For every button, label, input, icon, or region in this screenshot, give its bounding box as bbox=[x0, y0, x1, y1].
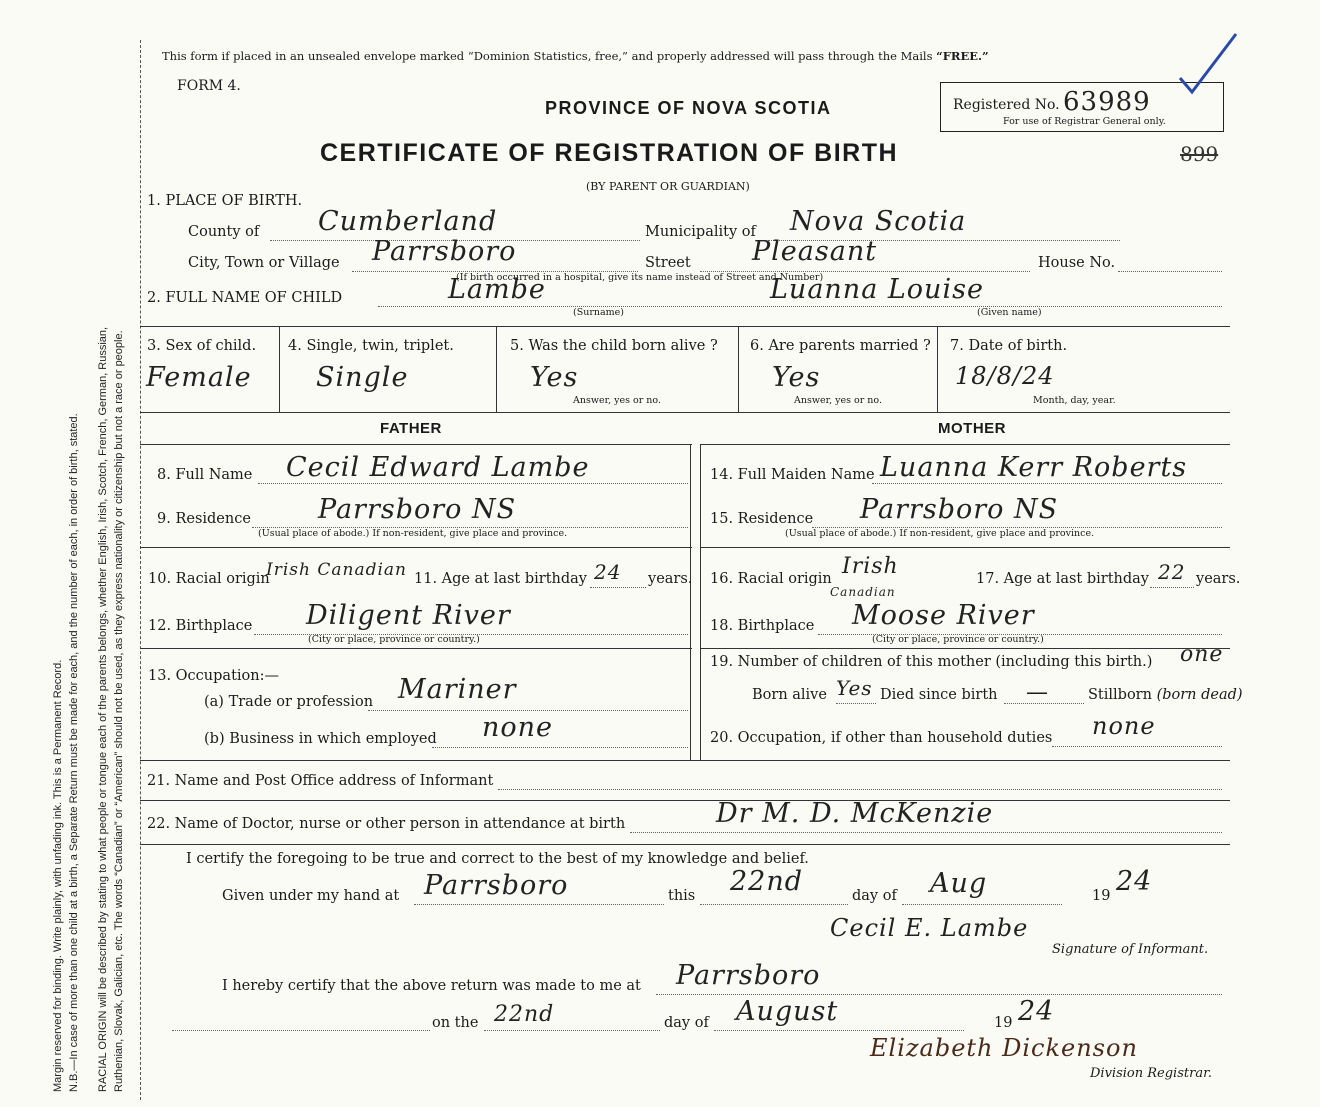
stillborn-label: Stillborn (born dead) bbox=[1088, 687, 1243, 703]
doctor-label: 22. Name of Doctor, nurse or other person in attendance at birth bbox=[147, 816, 626, 832]
registrar-place: Parrsboro bbox=[676, 960, 821, 991]
plurality-value: Single bbox=[316, 362, 409, 393]
hospital-note: (If birth occurred in a hospital, give its name instead of Street and Number) bbox=[456, 272, 824, 283]
dob-label: 7. Date of birth. bbox=[950, 338, 1068, 354]
registrar-day-of-label: day of bbox=[664, 1015, 709, 1031]
mail-notice: This form if placed in an unsealed envelope marked “Dominion Statistics, free,” and properly addressed will pass through the Mails “FREE.” bbox=[162, 49, 989, 63]
sidebar-line-4: Ruthenian, Slovak, Galician, etc. The words “Canadian” or “American” should not be used, as they express nationality or citizenship but not a race or people. bbox=[113, 330, 125, 1092]
mother-age-label: 17. Age at last birthday bbox=[976, 571, 1149, 587]
mother-age-value: 22 bbox=[1158, 560, 1186, 584]
on-the-label: on the bbox=[432, 1015, 479, 1031]
given-name-caption: (Given name) bbox=[977, 307, 1042, 318]
business-value: none bbox=[482, 712, 554, 743]
dob-caption: Month, day, year. bbox=[1033, 395, 1116, 406]
registrar-month: August bbox=[736, 996, 839, 1027]
province-heading: PROVINCE OF NOVA SCOTIA bbox=[545, 98, 832, 118]
children-count-label: 19. Number of children of this mother (including this birth.) bbox=[710, 654, 1153, 670]
mother-name-value: Luanna Kerr Roberts bbox=[880, 452, 1188, 483]
child-name-label: 2. FULL NAME OF CHILD bbox=[147, 290, 343, 306]
mother-heading: MOTHER bbox=[938, 420, 1006, 437]
father-racial-value: Irish Canadian bbox=[266, 560, 407, 580]
father-occupation-label: 13. Occupation:— bbox=[148, 668, 279, 684]
father-age-label: 11. Age at last birthday bbox=[414, 571, 587, 587]
municipality-label: Municipality of bbox=[645, 224, 756, 240]
mother-residence-label: 15. Residence bbox=[710, 511, 814, 527]
father-birthplace-caption: (City or place, province or country.) bbox=[308, 634, 480, 645]
city-label: City, Town or Village bbox=[188, 255, 340, 271]
parents-married-value: Yes bbox=[772, 362, 821, 393]
father-residence-value: Parrsboro NS bbox=[318, 494, 517, 525]
given-month: Aug bbox=[930, 868, 988, 899]
born-alive-label: 5. Was the child born alive ? bbox=[510, 338, 718, 354]
registrar-statement: I hereby certify that the above return was made to me at bbox=[222, 978, 641, 994]
father-birthplace-label: 12. Birthplace bbox=[148, 618, 253, 634]
given-year: 24 bbox=[1116, 866, 1153, 897]
day-of-label: day of bbox=[852, 888, 897, 904]
informant-label: 21. Name and Post Office address of Informant bbox=[147, 773, 494, 789]
form-number: FORM 4. bbox=[177, 78, 241, 94]
given-under-label: Given under my hand at bbox=[222, 888, 400, 904]
certify-statement: I certify the foregoing to be true and correct to the best of my knowledge and belief. bbox=[186, 851, 809, 867]
binding-margin bbox=[0, 0, 140, 1107]
city-value: Parrsboro bbox=[372, 236, 517, 267]
registrar-year: 24 bbox=[1018, 996, 1055, 1027]
trade-value: Mariner bbox=[398, 674, 517, 705]
certificate-subtitle: (BY PARENT OR GUARDIAN) bbox=[586, 180, 750, 193]
house-no-label: House No. bbox=[1038, 255, 1116, 271]
municipality-value: Nova Scotia bbox=[790, 206, 967, 237]
this-label: this bbox=[668, 888, 696, 904]
father-birthplace-value: Diligent River bbox=[306, 600, 511, 631]
sex-value: Female bbox=[146, 362, 252, 393]
registered-no-label: Registered No. bbox=[953, 97, 1060, 113]
mother-name-label: 14. Full Maiden Name bbox=[710, 467, 875, 483]
father-racial-label: 10. Racial origin bbox=[148, 571, 270, 587]
registrar-signature-caption: Division Registrar. bbox=[1090, 1066, 1212, 1081]
given-place: Parrsboro bbox=[424, 870, 569, 901]
children-count-value: one bbox=[1180, 642, 1224, 667]
doctor-value: Dr M. D. McKenzie bbox=[716, 798, 994, 829]
mother-birthplace-label: 18. Birthplace bbox=[710, 618, 815, 634]
street-value: Pleasant bbox=[752, 236, 878, 267]
sidebar-line-1: Margin reserved for binding. Write plainly, with unfading ink. This is a Permanent Record. bbox=[52, 659, 64, 1092]
certificate-title: CERTIFICATE OF REGISTRATION OF BIRTH bbox=[320, 139, 899, 167]
informant-signature-caption: Signature of Informant. bbox=[1052, 942, 1209, 957]
place-of-birth-heading: 1. PLACE OF BIRTH. bbox=[147, 193, 303, 209]
mother-occupation-value: none bbox=[1092, 712, 1156, 740]
county-value: Cumberland bbox=[318, 206, 498, 237]
dob-value: 18/8/24 bbox=[955, 362, 1055, 390]
child-given-name: Luanna Louise bbox=[770, 274, 984, 305]
check-mark-icon bbox=[1170, 28, 1240, 98]
mother-racial-value: Irish bbox=[842, 554, 899, 579]
registrar-signature: Elizabeth Dickenson bbox=[870, 1034, 1138, 1062]
father-name-value: Cecil Edward Lambe bbox=[286, 452, 590, 483]
born-alive-caption: Answer, yes or no. bbox=[573, 395, 662, 406]
business-label: (b) Business in which employed bbox=[204, 731, 437, 747]
father-age-unit: years. bbox=[648, 571, 693, 587]
born-alive-count-value: Yes bbox=[836, 676, 873, 700]
born-alive-value: Yes bbox=[530, 362, 579, 393]
registrar-year-prefix: 19 bbox=[994, 1015, 1013, 1031]
surname-caption: (Surname) bbox=[573, 307, 624, 318]
father-residence-caption: (Usual place of abode.) If non-resident, give place and province. bbox=[258, 528, 568, 539]
sidebar-line-2: N.B.—In case of more than one child at a birth, a Separate Return must be made for each, and the number of each, in order of birth, stated. bbox=[68, 413, 80, 1092]
mother-residence-caption: (Usual place of abode.) If non-resident, give place and province. bbox=[785, 528, 1095, 539]
father-age-value: 24 bbox=[594, 560, 622, 584]
trade-label: (a) Trade or profession bbox=[204, 694, 374, 710]
sidebar-line-3: RACIAL ORIGIN will be described by stating to what people or tongue each of the parents belongs, whether English, Irish, Scotch, French, German, Russian, bbox=[97, 326, 109, 1092]
street-label: Street bbox=[645, 255, 691, 271]
mother-birthplace-value: Moose River bbox=[852, 600, 1035, 631]
county-label: County of bbox=[188, 224, 260, 240]
stamp-number: 899 bbox=[1180, 142, 1219, 166]
mother-birthplace-caption: (City or place, province or country.) bbox=[872, 634, 1044, 645]
plurality-label: 4. Single, twin, triplet. bbox=[288, 338, 454, 354]
registrar-general-note: For use of Registrar General only. bbox=[1003, 116, 1166, 127]
father-name-label: 8. Full Name bbox=[157, 467, 253, 483]
mother-racial-label: 16. Racial origin bbox=[710, 571, 832, 587]
registrar-day: 22nd bbox=[494, 1002, 555, 1027]
died-since-birth-label: Died since birth bbox=[880, 687, 998, 703]
parents-married-label: 6. Are parents married ? bbox=[750, 338, 931, 354]
given-day: 22nd bbox=[730, 866, 804, 897]
born-alive-count-label: Born alive bbox=[752, 687, 827, 703]
mother-racial-value-2: Canadian bbox=[830, 585, 896, 599]
mother-occupation-label: 20. Occupation, if other than household duties bbox=[710, 730, 1053, 746]
informant-signature: Cecil E. Lambe bbox=[830, 914, 1029, 942]
sex-label: 3. Sex of child. bbox=[147, 338, 257, 354]
given-year-prefix: 19 bbox=[1092, 888, 1111, 904]
parents-married-caption: Answer, yes or no. bbox=[794, 395, 883, 406]
mother-residence-value: Parrsboro NS bbox=[860, 494, 1059, 525]
mother-age-unit: years. bbox=[1196, 571, 1241, 587]
binding-line bbox=[140, 40, 141, 1100]
child-surname: Lambe bbox=[448, 274, 546, 305]
father-heading: FATHER bbox=[380, 420, 442, 437]
registered-no-value: 63989 bbox=[1063, 87, 1151, 117]
died-since-birth-value: — bbox=[1026, 680, 1048, 705]
father-residence-label: 9. Residence bbox=[157, 511, 251, 527]
